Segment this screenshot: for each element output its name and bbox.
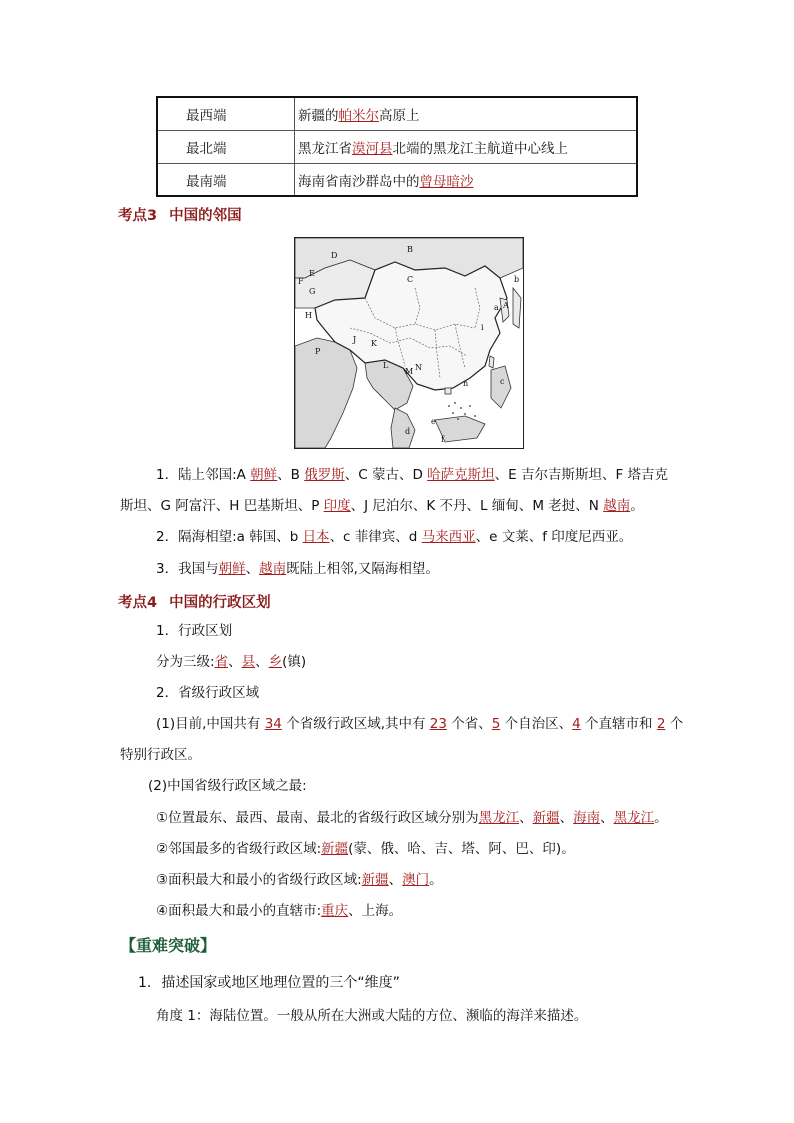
text: 个自治区、 xyxy=(500,716,573,732)
text: 。 xyxy=(429,872,443,888)
map-label-K: K xyxy=(371,339,377,348)
answer-highlight: 越南 xyxy=(603,498,631,514)
text: 、 xyxy=(228,654,242,670)
text: 2．隔海相望:a 韩国、b xyxy=(156,529,303,545)
text: 1．陆上邻国:A xyxy=(156,467,251,483)
text: 既陆上相邻,又隔海相望。 xyxy=(286,561,439,577)
heading-number: 考点3 xyxy=(118,208,158,224)
map-label-H: H xyxy=(305,311,312,320)
answer-highlight: 海南 xyxy=(573,810,601,826)
admin-s2b: 特别行政区。 xyxy=(120,747,201,763)
answer-highlight: 越南 xyxy=(259,561,287,577)
text: 、E 吉尔吉斯斯坦、F 塔吉克 xyxy=(494,467,669,483)
map-label-F: F xyxy=(298,277,304,286)
heading-title: 中国的行政区划 xyxy=(169,595,271,611)
item-1-title xyxy=(138,972,400,992)
table-cell-value xyxy=(295,98,636,130)
admin-m1 xyxy=(156,803,716,833)
table-cell-label: 最西端 xyxy=(158,98,295,130)
admin-s2a xyxy=(156,709,696,739)
answer-highlight: 省 xyxy=(214,654,229,670)
answer-highlight: 印度 xyxy=(323,498,351,514)
answer-highlight: 澳门 xyxy=(402,872,430,888)
bracket: 】 xyxy=(200,936,217,955)
text: 、 xyxy=(519,810,533,826)
text: ①位置最东、最西、最南、最北的省级行政区域分别为 xyxy=(156,810,479,826)
text: 新疆的 xyxy=(298,108,339,124)
map-label-e: e xyxy=(431,417,436,426)
table-row xyxy=(158,131,636,164)
map-label-n: n xyxy=(463,379,469,388)
text: 。 xyxy=(654,810,668,826)
heading-title: 重难突破 xyxy=(136,936,201,955)
answer-highlight: 县 xyxy=(241,654,256,670)
answer-highlight: 漠河县 xyxy=(352,141,393,157)
text: ④面积最大和最小的直辖市: xyxy=(156,903,322,919)
text: 黑龙江省 xyxy=(298,141,352,157)
text: 海南省南沙群岛中的 xyxy=(298,173,420,190)
neighbors-line-2 xyxy=(120,491,680,521)
answer-highlight: 34 xyxy=(264,716,282,732)
text: 个省级行政区域,其中有 xyxy=(281,716,430,732)
answer-highlight: 朝鲜 xyxy=(250,467,278,483)
text: 、 xyxy=(388,872,403,888)
text: 、c 菲律宾、d xyxy=(329,529,422,545)
text: 3．我国与 xyxy=(156,561,219,577)
extremes-table xyxy=(156,96,638,197)
map-label-f: f xyxy=(441,435,444,444)
text: 、J 尼泊尔、K 不丹、L 缅甸、M 老挝、N xyxy=(350,498,604,514)
map-label-c: c xyxy=(500,377,505,386)
map-label-b: b xyxy=(514,275,520,284)
map-label-J: J xyxy=(353,335,357,344)
map-svg xyxy=(295,238,523,448)
neighbors-map xyxy=(294,237,524,449)
answer-highlight: 帕米尔 xyxy=(338,108,379,124)
answer-highlight: 日本 xyxy=(302,529,330,545)
map-label-a: a xyxy=(494,303,499,312)
answer-highlight: 曾母暗沙 xyxy=(419,173,474,190)
map-label-P: P xyxy=(315,347,321,356)
answer-highlight: 俄罗斯 xyxy=(304,467,345,483)
text: ③面积最大和最小的省级行政区域: xyxy=(156,872,362,888)
text: 斯坦、G 阿富汗、H 巴基斯坦、P xyxy=(120,498,324,514)
answer-highlight: 重庆 xyxy=(321,903,349,919)
map-label-d: d xyxy=(405,427,411,436)
map-label-A: A xyxy=(503,301,509,310)
answer-highlight: 黑龙江 xyxy=(478,810,520,826)
map-label-C: C xyxy=(407,275,414,284)
table-cell-value xyxy=(295,131,636,163)
text: 个 xyxy=(665,716,684,732)
table-cell-label: 最北端 xyxy=(158,131,295,163)
admin-s2c: (2)中国省级行政区域之最: xyxy=(148,778,307,794)
table-cell-value xyxy=(295,164,636,195)
admin-s1a xyxy=(156,647,716,677)
text: 个直辖市和 xyxy=(580,716,657,732)
answer-highlight: 哈萨克斯坦 xyxy=(427,467,495,483)
map-label-i: i xyxy=(481,323,484,332)
map-label-D: D xyxy=(331,251,338,260)
neighbors-line-3 xyxy=(156,522,716,552)
section-heading-difficult xyxy=(120,933,216,956)
admin-m4 xyxy=(156,896,716,926)
answer-highlight: 新疆 xyxy=(532,810,560,826)
text: 、上海。 xyxy=(348,903,403,919)
text: 个省、 xyxy=(446,716,492,732)
text: 北端的黑龙江主航道中心线上 xyxy=(392,141,568,157)
text: 、e 文莱、f 印度尼西亚。 xyxy=(475,529,633,545)
answer-highlight: 4 xyxy=(572,716,581,732)
admin-s2: 2．省级行政区域 xyxy=(156,685,260,701)
answer-highlight: 新疆 xyxy=(321,841,349,857)
section-heading-kaodian4 xyxy=(118,591,271,612)
neighbors-line-1 xyxy=(156,460,696,490)
item-number: 1. xyxy=(138,975,152,991)
text: 、 xyxy=(245,561,260,577)
table-row xyxy=(158,164,636,195)
admin-m2 xyxy=(156,834,716,864)
answer-highlight: 乡 xyxy=(268,654,283,670)
answer-highlight: 马来西亚 xyxy=(421,529,476,545)
text: (蒙、俄、哈、吉、塔、阿、巴、印)。 xyxy=(348,841,575,857)
neighbors-line-4 xyxy=(156,554,716,584)
map-label-L: L xyxy=(383,361,389,370)
table-row xyxy=(158,98,636,131)
item-text: 描述国家或地区地理位置的三个“维度” xyxy=(161,975,400,991)
text: ②邻国最多的省级行政区域: xyxy=(156,841,322,857)
bracket: 【 xyxy=(120,936,137,955)
answer-highlight: 23 xyxy=(429,716,447,732)
table-cell-label: 最南端 xyxy=(158,164,295,195)
heading-number: 考点4 xyxy=(118,595,158,611)
text: 、B xyxy=(277,467,305,483)
text: 、 xyxy=(255,654,269,670)
answer-highlight: 新疆 xyxy=(361,872,389,888)
answer-highlight: 黑龙江 xyxy=(613,810,655,826)
admin-m3 xyxy=(156,865,716,895)
text: (1)目前,中国共有 xyxy=(156,716,265,732)
answer-highlight: 2 xyxy=(656,716,666,732)
text: 高原上 xyxy=(379,108,420,124)
answer-highlight: 5 xyxy=(491,716,501,732)
text: 。 xyxy=(630,498,644,514)
section-heading-kaodian3 xyxy=(118,204,242,225)
map-label-N: N xyxy=(415,363,422,372)
angle-1-text: 角度 1：海陆位置。一般从所在大洲或大陆的方位、濒临的海洋来描述。 xyxy=(156,1008,588,1024)
answer-highlight: 朝鲜 xyxy=(218,561,246,577)
map-label-G: G xyxy=(309,287,316,296)
text: 、 xyxy=(559,810,574,826)
text: (镇) xyxy=(282,654,307,670)
text: 、 xyxy=(600,810,614,826)
map-label-E: E xyxy=(309,269,315,278)
map-label-M: M xyxy=(405,367,414,376)
text: 分为三级: xyxy=(156,654,215,670)
text: 、C 蒙古、D xyxy=(344,467,428,483)
map-label-B: B xyxy=(407,245,413,254)
heading-title: 中国的邻国 xyxy=(169,208,242,224)
admin-s1: 1．行政区划 xyxy=(156,623,233,639)
